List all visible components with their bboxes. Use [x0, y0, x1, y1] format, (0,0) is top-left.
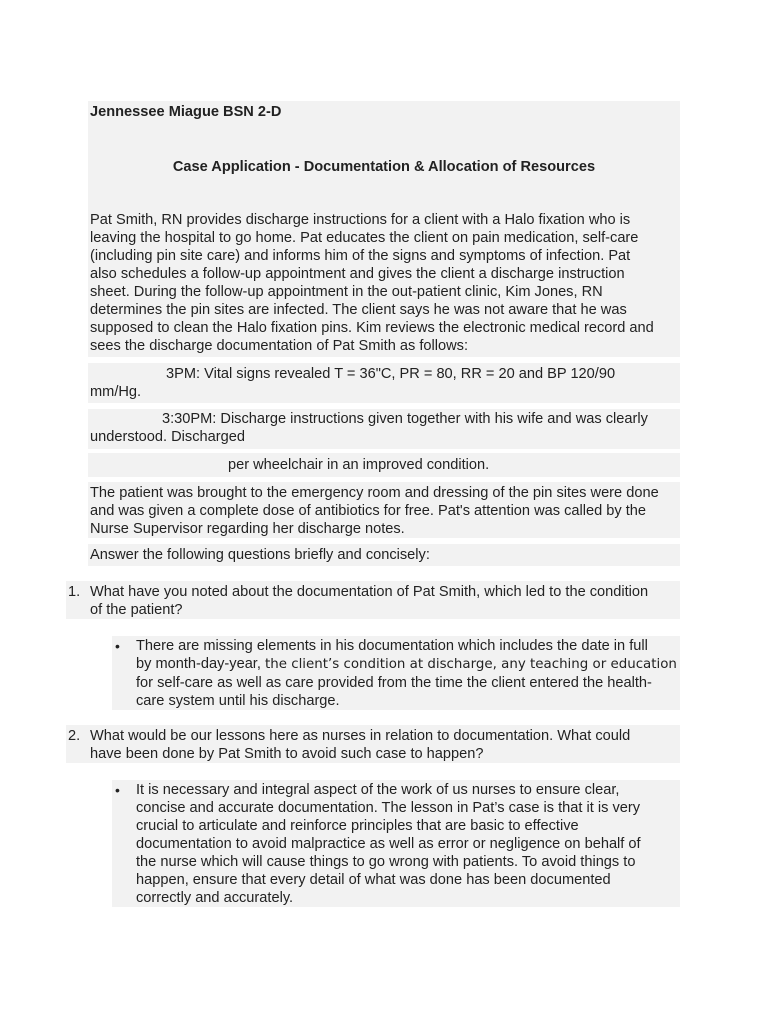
answer-line: concise and accurate documentation. The lesson in Pat’s case is that it is very — [136, 800, 641, 816]
document-title: Case Application - Documentation & Allocation of Resources — [88, 155, 680, 179]
author-line: Jennessee Miague BSN 2-D — [88, 101, 680, 123]
case-intro-paragraph — [88, 209, 680, 357]
answer-1 — [112, 636, 680, 710]
vitals-line: mm/Hg. — [90, 384, 142, 400]
intro-line: sheet. During the follow-up appointment in the out-patient clinic, Kim Jones, RN — [90, 284, 603, 300]
intro-line: determines the pin sites are infected. The client says he was not aware that he was — [90, 302, 627, 318]
spacer — [88, 123, 680, 155]
question-number: 1. — [68, 584, 81, 600]
question-line: of the patient? — [90, 602, 183, 618]
answer-line: It is necessary and integral aspect of the work of us nurses to ensure clear, — [136, 782, 620, 798]
vitals-line: 3PM: Vital signs revealed T = 36"C, PR = 80, RR = 20 and BP 120/90 — [166, 366, 616, 382]
bullet-icon: • — [115, 638, 120, 654]
vitals-note — [88, 363, 680, 403]
question-line: What would be our lessons here as nurses in relation to documentation. What could — [90, 728, 631, 744]
wheelchair-note: per wheelchair in an improved condition. — [88, 453, 680, 477]
intro-line: sees the discharge documentation of Pat Smith as follows: — [90, 338, 469, 354]
discharge-line: understood. Discharged — [90, 429, 245, 445]
answer-line: crucial to articulate and reinforce principles that are basic to effective — [136, 818, 579, 834]
emergency-room-paragraph — [88, 482, 680, 538]
answer-line: for self-care as well as care provided from the time the client entered the health- — [136, 675, 652, 691]
instruction-line: Answer the following questions briefly and concisely: — [88, 544, 680, 566]
question-number: 2. — [68, 728, 81, 744]
answer-2 — [112, 780, 680, 907]
er-line: Nurse Supervisor regarding her discharge notes. — [90, 521, 405, 537]
discharge-line: 3:30PM: Discharge instructions given together with his wife and was clearly — [162, 411, 648, 427]
question-line: What have you noted about the documentation of Pat Smith, which led to the condition — [90, 584, 649, 600]
question-line: have been done by Pat Smith to avoid such case to happen? — [90, 746, 484, 762]
answer-line — [136, 655, 680, 674]
answer-line: care system until his discharge. — [136, 693, 340, 709]
answer-text: by month-day-year, — [136, 656, 265, 672]
discharge-note — [88, 409, 680, 449]
answer-line: correctly and accurately. — [136, 890, 294, 906]
er-line: The patient was brought to the emergency room and dressing of the pin sites were done — [90, 485, 659, 501]
intro-line: (including pin site care) and informs him of the signs and symptoms of infection. Pat — [90, 248, 631, 264]
answer-line: There are missing elements in his documentation which includes the date in full — [136, 638, 648, 654]
answer-line: happen, ensure that every detail of what was done has been documented — [136, 872, 611, 888]
answer-text: the client’s condition at discharge, any teaching or education — [264, 657, 677, 672]
intro-line: supposed to clean the Halo fixation pins. Kim reviews the electronic medical record and — [90, 320, 654, 336]
bullet-icon: • — [115, 782, 120, 798]
spacer — [88, 179, 680, 209]
er-line: and was given a complete dose of antibiotics for free. Pat's attention was called by the — [90, 503, 647, 519]
intro-line: Pat Smith, RN provides discharge instructions for a client with a Halo fixation who is — [90, 212, 631, 228]
question-2 — [66, 725, 680, 763]
intro-line: leaving the hospital to go home. Pat educates the client on pain medication, self-care — [90, 230, 639, 246]
question-1 — [66, 581, 680, 619]
answer-line: documentation to avoid malpractice as well as error or negligence on behalf of — [136, 836, 641, 852]
intro-line: also schedules a follow-up appointment and gives the client a discharge instruction — [90, 266, 625, 282]
answer-line: the nurse which will cause things to go wrong with patients. To avoid things to — [136, 854, 636, 870]
